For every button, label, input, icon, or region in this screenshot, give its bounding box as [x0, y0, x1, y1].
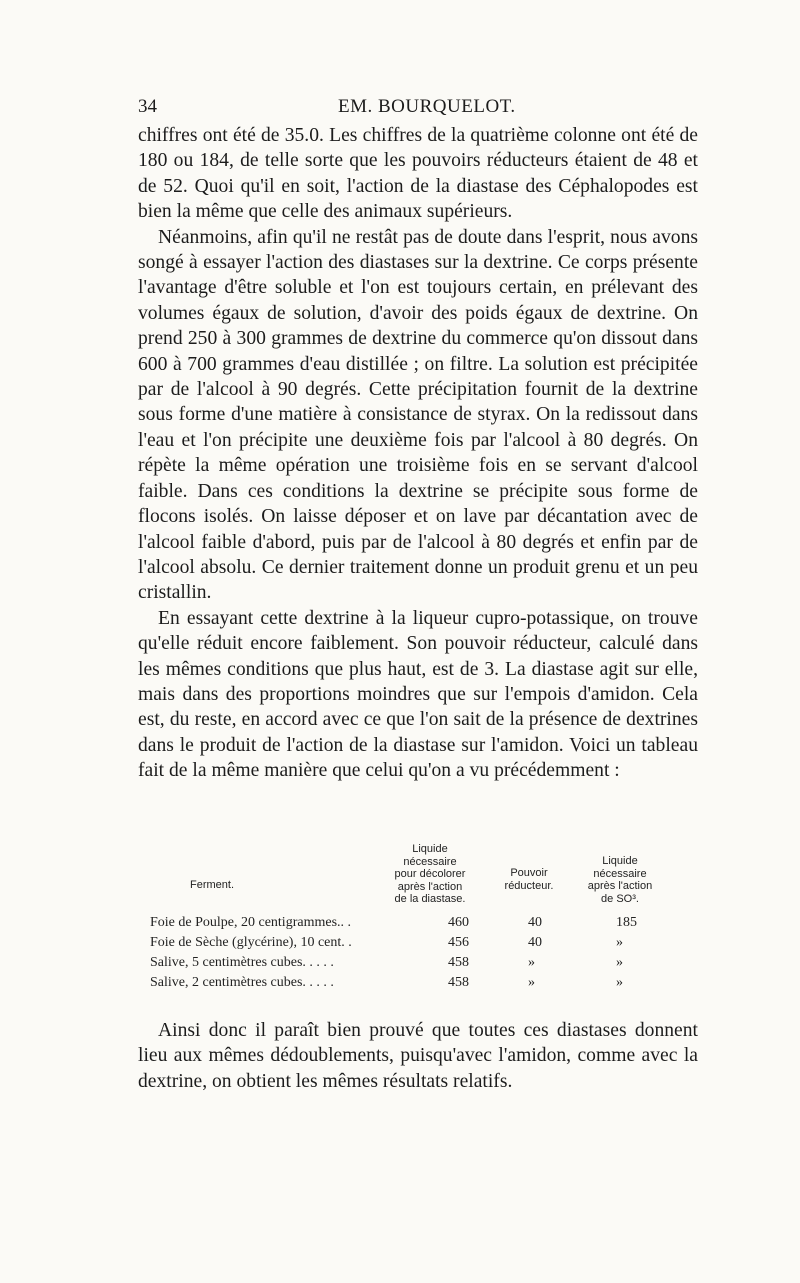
cell-liquide: 458 [448, 955, 469, 970]
running-head: EM. BOURQUELOT. [338, 96, 516, 117]
table-body [150, 915, 690, 995]
cell-ferment: Foie de Poulpe, 20 centigrammes.. . [150, 915, 352, 930]
cell-so3: » [616, 955, 623, 970]
cell-liquide: 458 [448, 975, 469, 990]
cell-so3: 185 [616, 915, 637, 930]
header-liquide-decolorer: Liquide nécessaire pour décolorer après l'action de la diastase. [394, 843, 466, 905]
closing-paragraph [138, 1018, 698, 1094]
table-row [150, 975, 690, 995]
table-row [150, 955, 690, 975]
table-row [150, 935, 690, 955]
cell-ferment: Salive, 5 centimètres cubes. . . . . [150, 955, 334, 970]
page-number: 34 [138, 96, 157, 117]
cell-pouvoir: » [528, 975, 535, 990]
cell-ferment: Foie de Sèche (glycérine), 10 cent. . [150, 935, 352, 950]
paragraph-conclusion: Ainsi donc il paraît bien prouvé que toutes ces diastases donnent lieu aux mêmes dédoublements, puisqu'avec l'amidon, comme avec la dextrine, on obtient les mêmes résultats relatifs. [138, 1020, 698, 1092]
paragraph-continuation: chiffres ont été de 35.0. Les chiffres de la quatrième colonne ont été de 180 ou 184, de telle sorte que les pouvoirs réducteurs étaient de 48 et de 52. Quoi qu'il en soit, l'action de la diastase des Céphalopodes est bien la même que celle des animaux supérieurs. [138, 125, 698, 223]
cell-ferment: Salive, 2 centimètres cubes. . . . . [150, 975, 334, 990]
header-liquide-so3: Liquide nécessaire après l'action de SO³. [587, 855, 653, 905]
paragraph-dextrine-test: En essayant cette dextrine à la liqueur cupro-potassique, on trouve qu'elle réduit encore faiblement. Son pouvoir réducteur, calculé dans les mêmes conditions que plus haut, est de 3. La diastase agit sur elle, mais dans des proportions moindres que sur l'empois d'amidon. Cela est, du reste, en accord avec ce que l'on sait de la présence de dextrines dans le produit de l'action de la diastase sur l'amidon. Voici un tableau fait de la même manière que celui qu'on a vu précédemment : [138, 607, 698, 782]
table-header [150, 843, 690, 909]
results-table [150, 843, 690, 990]
page-header [138, 96, 698, 120]
cell-pouvoir: 40 [528, 915, 542, 930]
body-text [138, 123, 698, 784]
cell-pouvoir: 40 [528, 935, 542, 950]
header-pouvoir-reducteur: Pouvoir réducteur. [504, 867, 554, 892]
table-row [150, 915, 690, 935]
cell-so3: » [616, 975, 623, 990]
paragraph-dextrine-preparation: Néanmoins, afin qu'il ne restât pas de doute dans l'esprit, nous avons songé à essayer l'action des diastases sur la dextrine. Ce corps présente l'avantage d'être soluble et l'on est toujours certain, en prélevant des volumes égaux de solution, d'avoir des poids égaux de dextrine. On prend 250 à 300 grammes de dextrine du commerce qu'on dissout dans 600 à 700 grammes d'eau distillée ; on filtre. La solution est précipitée par de l'alcool à 90 degrés. Cette précipitation fournit de la dextrine sous forme d'une matière à consistance de styrax. On la redissout dans l'eau et l'on précipite une deuxième fois par l'alcool à 80 degrés. On répète la même opération une troisième fois en se servant d'alcool faible. Dans ces conditions la dextrine se précipite sous forme de flocons isolés. On laisse déposer et on lave par décantation avec de l'alcool faible d'abord, puis par de l'alcool à 80 degrés et enfin par de l'alcool absolu. Ce dernier traitement donne un produit grenu et un peu cristallin. [138, 226, 698, 604]
cell-so3: » [616, 935, 623, 950]
cell-liquide: 456 [448, 935, 469, 950]
cell-liquide: 460 [448, 915, 469, 930]
header-ferment: Ferment. [190, 879, 235, 891]
cell-pouvoir: » [528, 955, 535, 970]
